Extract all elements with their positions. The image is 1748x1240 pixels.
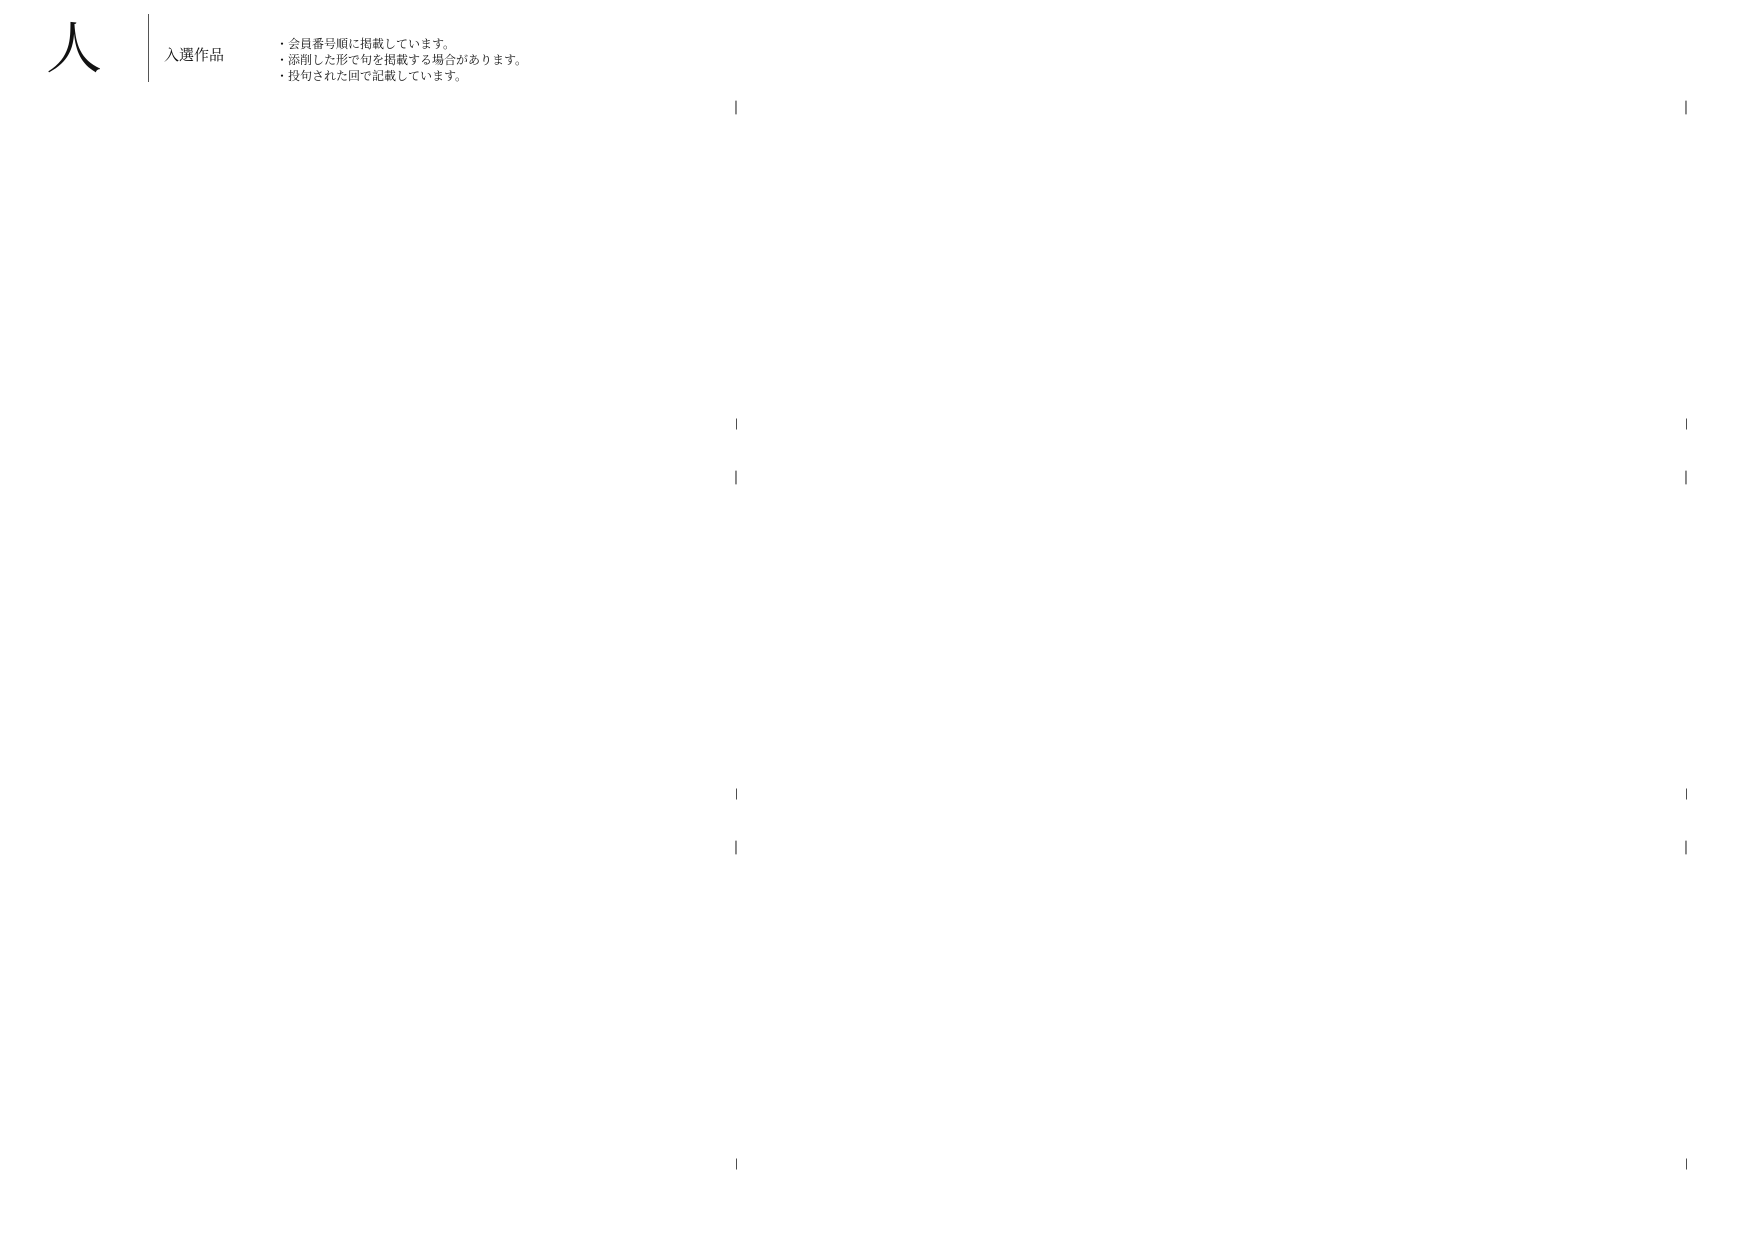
tier [1010, 470, 1700, 800]
section-kanji: 人 [46, 17, 102, 82]
notes-list [276, 36, 527, 84]
haiku-verse: — [1678, 100, 1696, 116]
section-title: 入選作品 [164, 46, 225, 64]
haiku-entry [1674, 840, 1700, 1170]
haiku-entry [724, 100, 750, 430]
haiku-entry [724, 840, 750, 1170]
haiku-author: — [730, 788, 744, 800]
note-item: ・会員番号順に掲載しています。 [276, 37, 456, 51]
note-item: ・添削した形で句を掲載する場合があります。 [276, 53, 528, 67]
haiku-author: — [730, 418, 744, 430]
haiku-author: — [1680, 1158, 1694, 1170]
haiku-author: — [730, 1158, 744, 1170]
tier [1010, 100, 1700, 430]
note-item: ・投句された回で記載しています。 [276, 69, 468, 83]
haiku-entry [724, 470, 750, 800]
haiku-entry [1674, 470, 1700, 800]
haiku-entry [1674, 100, 1700, 430]
tier [60, 840, 750, 1170]
haiku-author: — [1680, 418, 1694, 430]
page-header [40, 14, 600, 94]
haiku-verse: — [1678, 840, 1696, 856]
right-page [1010, 100, 1700, 1200]
haiku-verse: — [728, 470, 746, 486]
haiku-verse: — [728, 840, 746, 856]
tier [60, 100, 750, 430]
left-page [60, 100, 750, 1200]
haiku-verse: — [728, 100, 746, 116]
tier [60, 470, 750, 800]
haiku-author: — [1680, 788, 1694, 800]
tier [1010, 840, 1700, 1170]
header-divider [148, 14, 149, 82]
haiku-verse: — [1678, 470, 1696, 486]
